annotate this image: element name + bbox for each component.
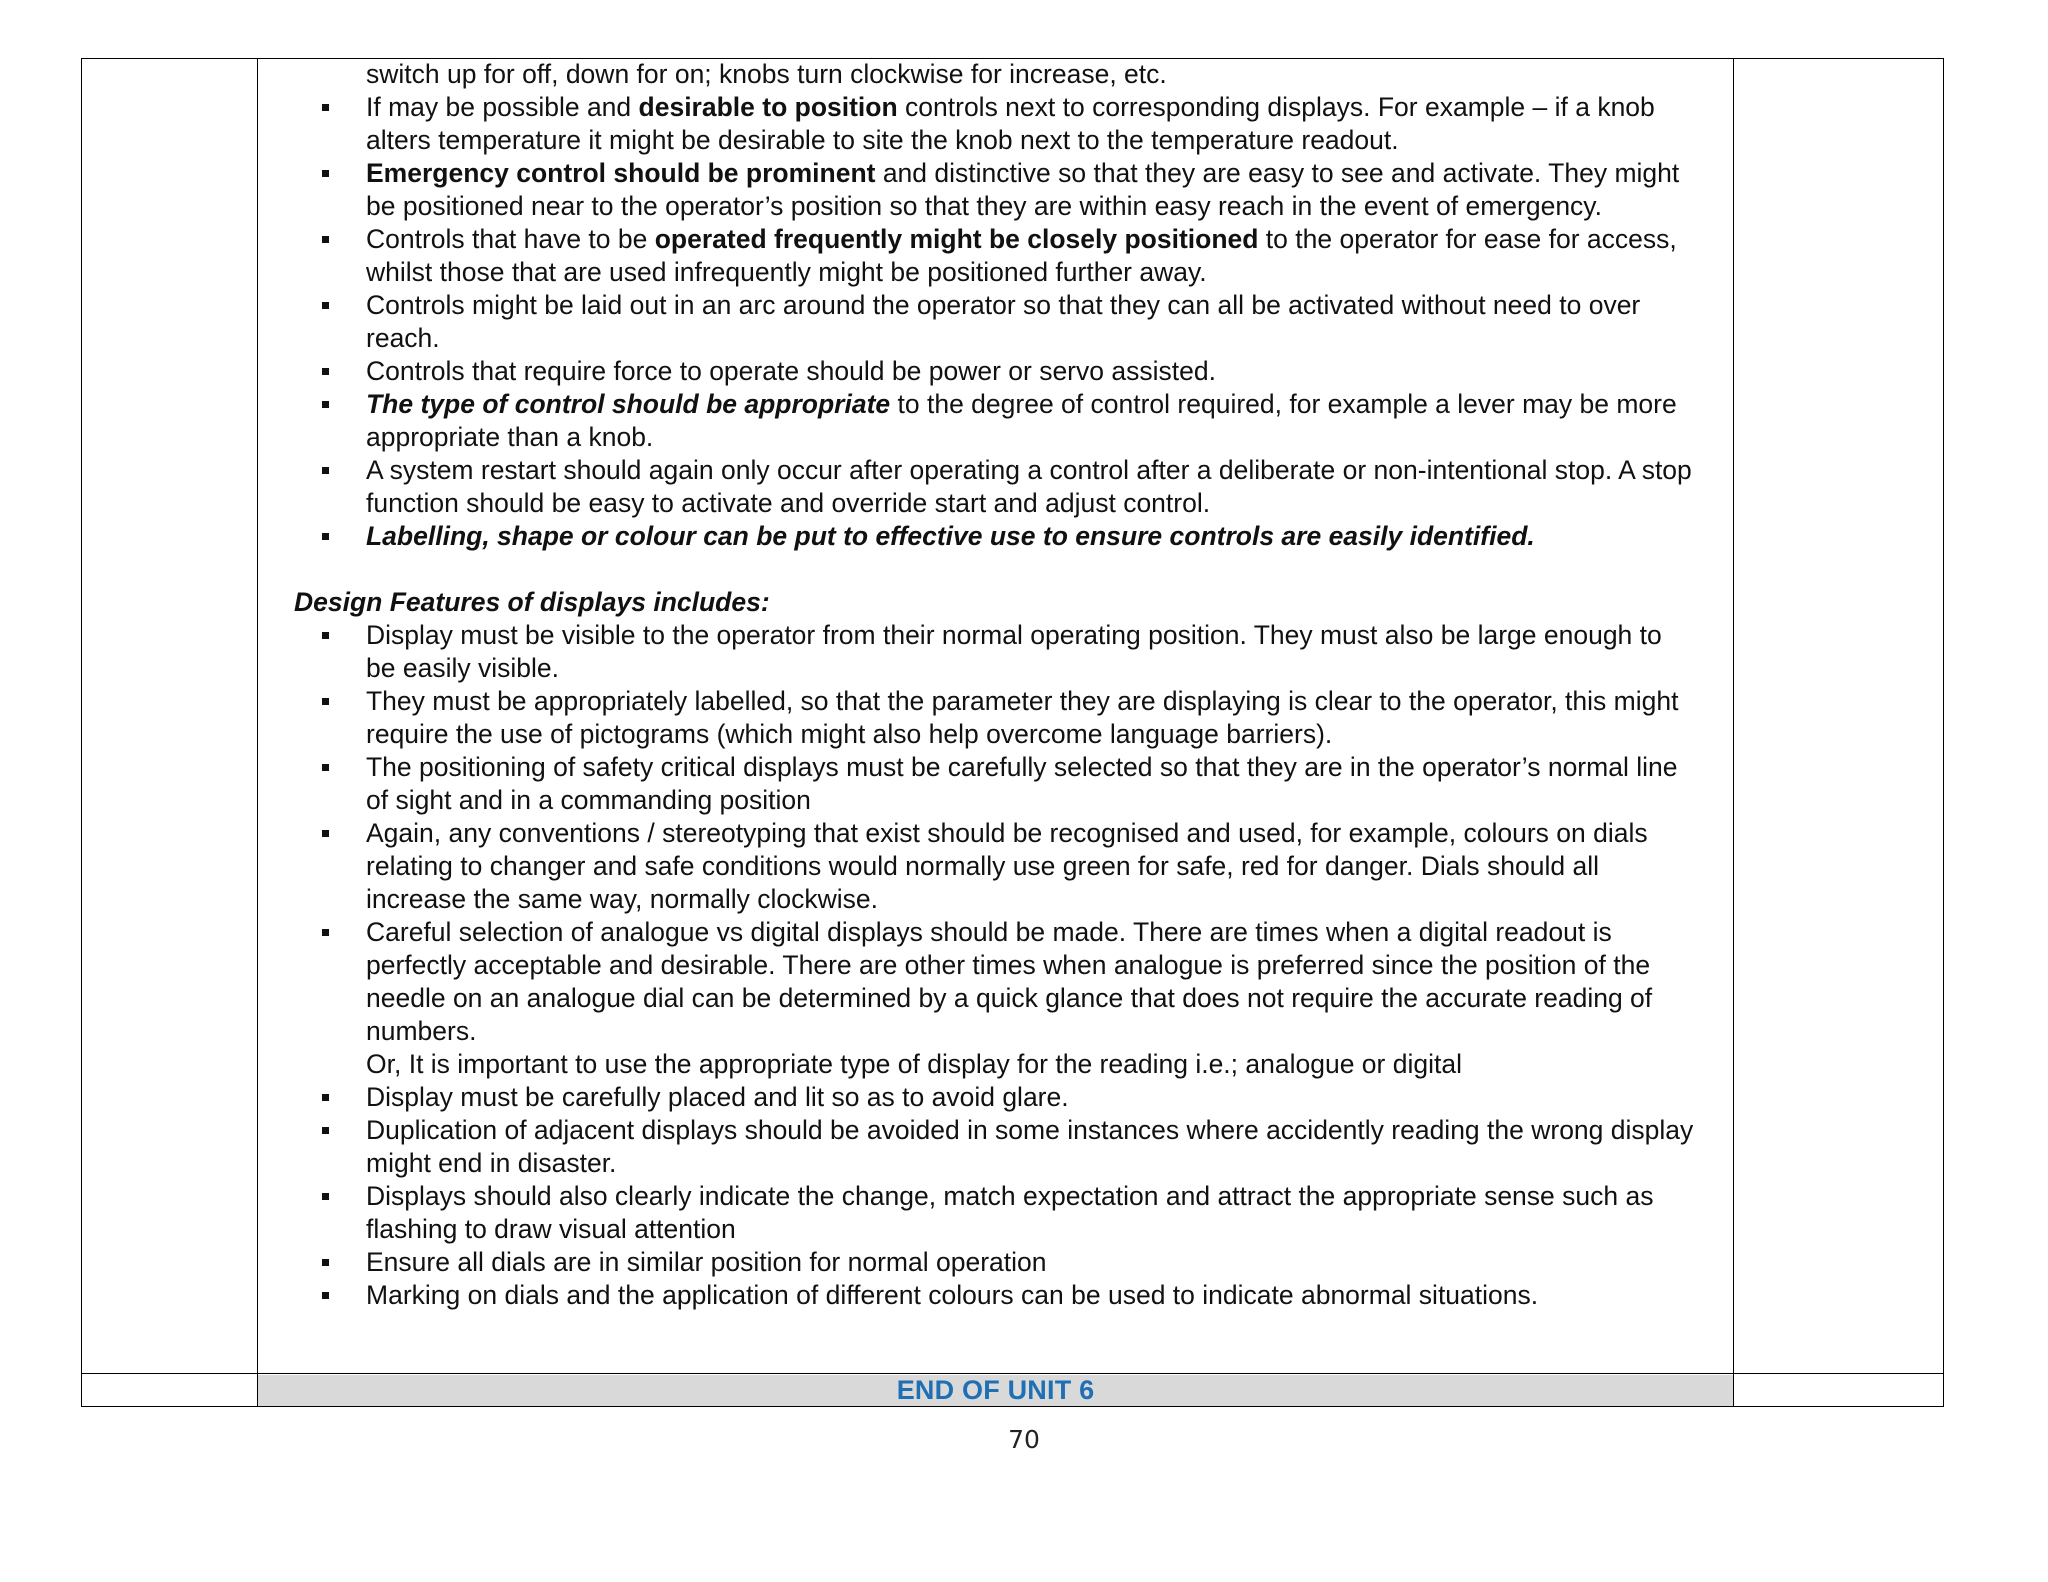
end-of-unit-label: END OF UNIT 6 bbox=[896, 1375, 1095, 1405]
list-item: Marking on dials and the application of different colours can be used to indicate abnormal situations. bbox=[256, 1279, 1696, 1312]
list-item: Display must be carefully placed and lit so as to avoid glare. bbox=[256, 1081, 1696, 1114]
list-item: Display must be visible to the operator from their normal operating position. They must also be large enough to be easily visible. bbox=[256, 619, 1696, 685]
list-item: Controls that have to be operated frequently might be closely positioned to the operator for ease for access, whilst those that are used infrequently might be positioned further away. bbox=[256, 223, 1696, 289]
list-item: If may be possible and desirable to position controls next to corresponding displays. For example – if a knob alters temperature it might be desirable to site the knob next to the temperature readout. bbox=[256, 91, 1696, 157]
list-item: Again, any conventions / stereotyping that exist should be recognised and used, for example, colours on dials relating to changer and safe conditions would normally use green for safe, red for danger. Dials should all increase the same way, normally clockwise. bbox=[256, 817, 1696, 916]
list-item: Emergency control should be prominent and distinctive so that they are easy to see and activate. They might be positioned near to the operator’s position so that they are within easy reach in the event of emergency. bbox=[256, 157, 1696, 223]
intro-line: switch up for off, down for on; knobs turn clockwise for increase, etc. bbox=[366, 59, 1167, 89]
list-item: Careful selection of analogue vs digital displays should be made. There are times when a digital readout is perfectly acceptable and desirable. There are other times when analogue is preferred since the position of the needle on an analogue dial can be determined by a quick glance that does not require the accurate reading of numbers. bbox=[256, 916, 1696, 1048]
list-item: Controls might be laid out in an arc around the operator so that they can all be activated without need to over reach. bbox=[256, 289, 1696, 355]
list-item: A system restart should again only occur after operating a control after a deliberate or non-intentional stop. A stop function should be easy to activate and override start and adjust control. bbox=[256, 454, 1696, 520]
displays-list bbox=[256, 619, 1696, 1048]
content-cell bbox=[256, 58, 1696, 1312]
list-item: Labelling, shape or colour can be put to effective use to ensure controls are easily identified. bbox=[256, 520, 1696, 553]
displays-list-continued bbox=[256, 1081, 1696, 1312]
list-item: Ensure all dials are in similar position for normal operation bbox=[256, 1246, 1696, 1279]
displays-heading: Design Features of displays includes: bbox=[294, 587, 770, 617]
list-item: The type of control should be appropriate to the degree of control required, for example a lever may be more appropriate than a knob. bbox=[256, 388, 1696, 454]
page-number: 70 bbox=[1008, 1425, 1040, 1454]
list-item: The positioning of safety critical displays must be carefully selected so that they are in the operator’s normal line of sight and in a commanding position bbox=[256, 751, 1696, 817]
displays-note: Or, It is important to use the appropriate type of display for the reading i.e.; analogue or digital bbox=[366, 1049, 1462, 1079]
controls-list bbox=[256, 91, 1696, 553]
list-item: They must be appropriately labelled, so that the parameter they are displaying is clear to the operator, this might require the use of pictograms (which might also help overcome language barriers). bbox=[256, 685, 1696, 751]
list-item: Controls that require force to operate should be power or servo assisted. bbox=[256, 355, 1696, 388]
list-item: Duplication of adjacent displays should be avoided in some instances where accidently reading the wrong display might end in disaster. bbox=[256, 1114, 1696, 1180]
spacer bbox=[256, 553, 1696, 586]
end-of-unit-cell bbox=[258, 1375, 1733, 1406]
footer-row-divider bbox=[82, 1373, 1943, 1374]
list-item: Displays should also clearly indicate the change, match expectation and attract the appropriate sense such as flashing to draw visual attention bbox=[256, 1180, 1696, 1246]
column-divider-right bbox=[1733, 59, 1734, 1406]
